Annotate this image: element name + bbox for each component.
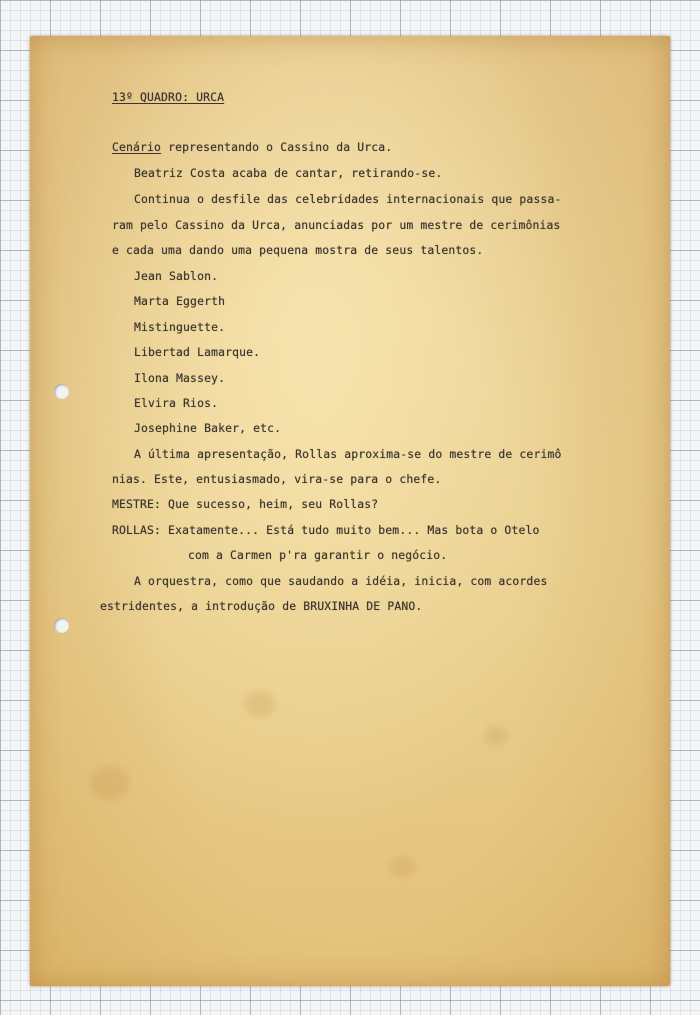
celebrity-name: Jean Sablon. xyxy=(134,269,219,283)
text-line: A última apresentação, Rollas aproxima-se do mestre de cerimô xyxy=(134,447,562,461)
scene-text: representando o Cassino da Urca. xyxy=(161,140,393,154)
celebrity-name: Elvira Rios. xyxy=(134,396,219,410)
dialogue-line: ROLLAS: Exatamente... Está tudo muito bem... Mas bota o Otelo xyxy=(112,523,540,537)
celebrity-name: Libertad Lamarque. xyxy=(134,345,261,359)
celebrity-name: Marta Eggerth xyxy=(134,294,226,308)
dialogue-line: MESTRE: Que sucesso, heim, seu Rollas? xyxy=(112,497,379,511)
celebrity-name: Mistinguette. xyxy=(134,320,226,334)
celebrity-name: Josephine Baker, etc. xyxy=(134,421,282,435)
text-line: A orquestra, como que saudando a idéia, inicia, com acordes xyxy=(134,574,548,588)
scene-description xyxy=(112,140,392,154)
text-line: ram pelo Cassino da Urca, anunciadas por um mestre de cerimônias xyxy=(112,218,561,232)
text-line: Continua o desfile das celebridades internacionais que passa- xyxy=(134,192,562,206)
text-line: nias. Este, entusiasmado, vira-se para o chefe. xyxy=(112,472,442,486)
scene-label: Cenário xyxy=(112,140,162,154)
scene-heading: 13º QUADRO: URCA xyxy=(112,90,225,104)
dialogue-line: com a Carmen p'ra garantir o negócio. xyxy=(188,548,448,562)
celebrity-name: Ilona Massey. xyxy=(134,371,226,385)
text-line: estridentes, a introdução de BRUXINHA DE PANO. xyxy=(100,599,423,613)
document-body xyxy=(30,36,670,986)
typewritten-page xyxy=(30,36,670,986)
text-line: Beatriz Costa acaba de cantar, retirando-se. xyxy=(134,166,443,180)
text-line: e cada uma dando uma pequena mostra de seus talentos. xyxy=(112,243,484,257)
